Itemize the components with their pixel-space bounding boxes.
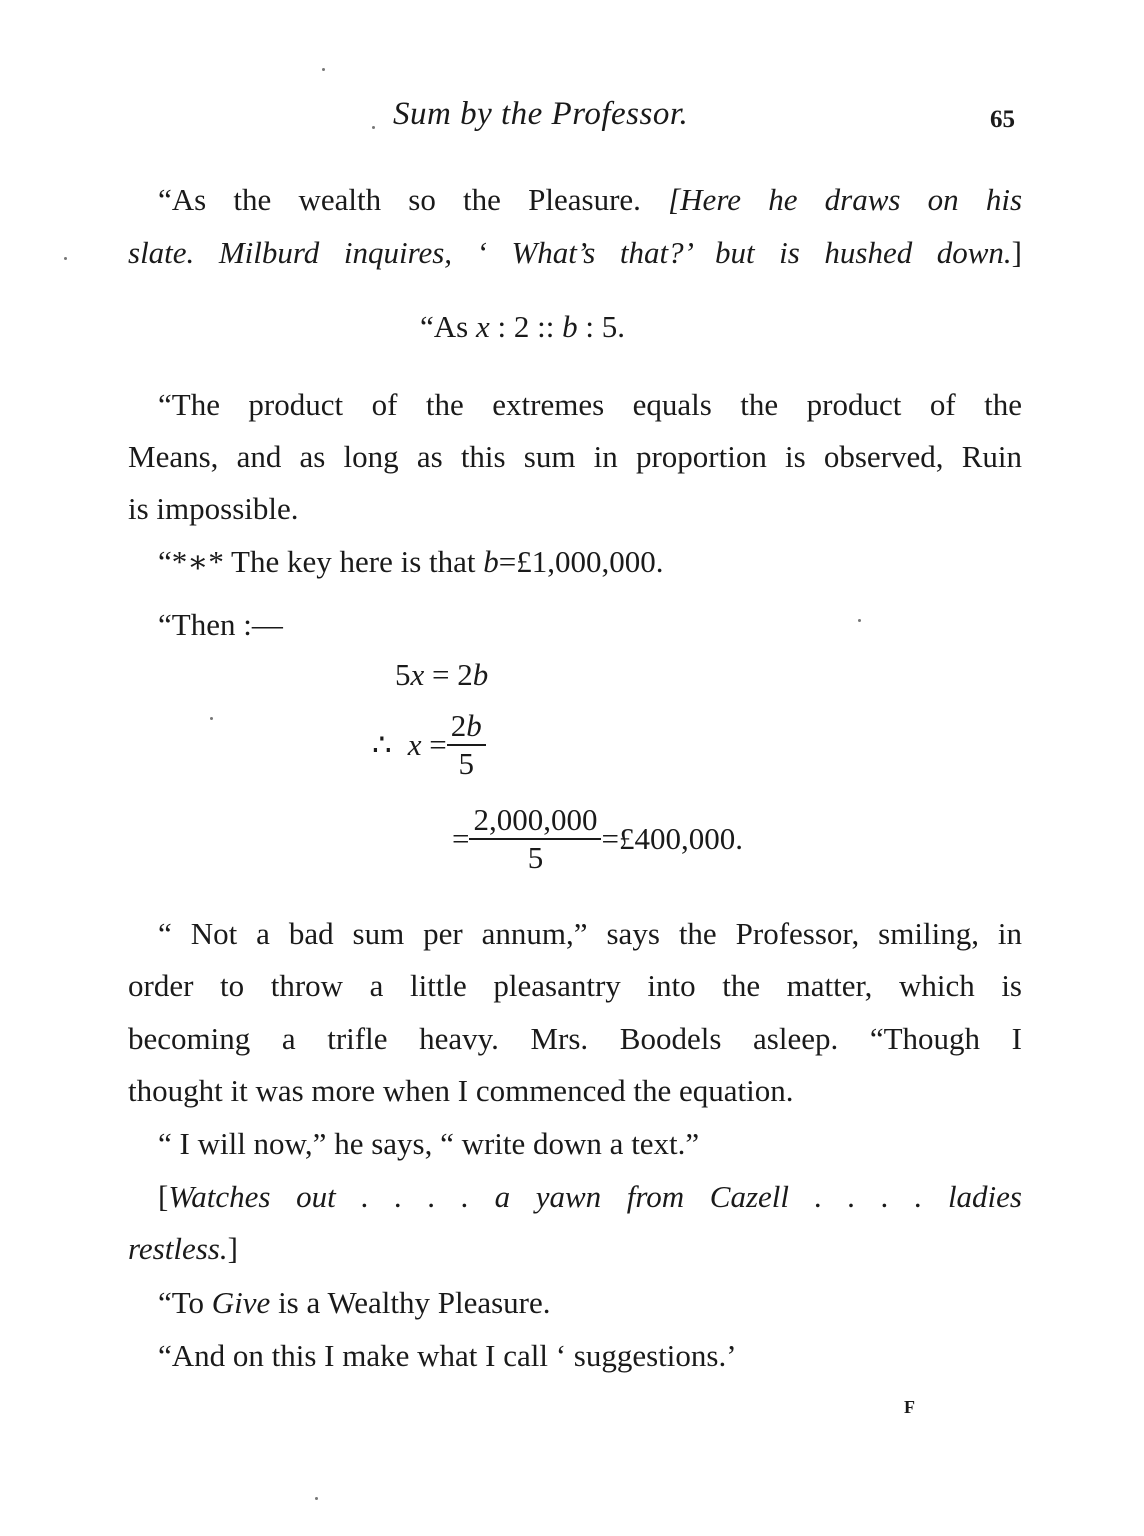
proportion-equation: “As x : 2 :: b : 5.	[420, 309, 625, 344]
equation-2: ∴ x = $\frac{2b}{5}$	[372, 708, 486, 782]
then-line: “Then :—	[158, 607, 283, 642]
fraction-2b-over-5: $\frac{2b}{5}$	[447, 708, 486, 782]
para2-line1: “The product of the extremes equals the product of the	[158, 387, 1022, 422]
scan-speck	[210, 717, 213, 720]
para3-line2: order to throw a little pleasantry into the matter, which is	[128, 968, 1022, 1003]
para1-line2: slate. Milburd inquires, ‘ What’s that?’ but is hushed down.]	[128, 235, 1022, 270]
para2-line2: Means, and as long as this sum in proportion is observed, Ruin	[128, 439, 1022, 474]
scan-speck	[322, 68, 325, 71]
para2-line3: is impossible.	[128, 491, 299, 526]
scan-speck	[372, 126, 375, 129]
running-header-title: Sum by the Professor.	[393, 96, 689, 132]
para7: “And on this I make what I call ‘ suggestions.’	[158, 1338, 737, 1373]
equation-1: 5x = 2b	[395, 657, 489, 692]
para6: “To Give is a Wealthy Pleasure.	[158, 1285, 551, 1320]
scan-speck	[64, 257, 67, 260]
para3-line1: “ Not a bad sum per annum,” says the Professor, smiling, in	[158, 916, 1022, 951]
scan-speck	[858, 619, 861, 622]
para3-line4: thought it was more when I commenced the equation.	[128, 1073, 794, 1108]
para5-line1: [Watches out . . . . a yawn from Cazell . . . . ladies	[158, 1179, 1022, 1214]
para1-line1: “As the wealth so the Pleasure. [Here he draws on his	[158, 182, 1023, 217]
equation-3: = $\frac{2,000,000}{5}$ =£400,000.	[452, 802, 743, 875]
key-line: “*∗* The key here is that b=£1,000,000.	[158, 544, 664, 579]
para3-line3: becoming a trifle heavy. Mrs. Boodels asleep. “Though I	[128, 1021, 1022, 1056]
para5-line2: restless.]	[128, 1231, 238, 1266]
page-number: 65	[990, 106, 1015, 133]
therefore-symbol: ∴	[372, 727, 392, 762]
fraction-2000000-over-5: $\frac{2,000,000}{5}$	[469, 802, 601, 876]
signature-mark: F	[904, 1397, 915, 1417]
scan-speck	[315, 1497, 318, 1500]
para4: “ I will now,” he says, “ write down a text.”	[158, 1126, 700, 1161]
